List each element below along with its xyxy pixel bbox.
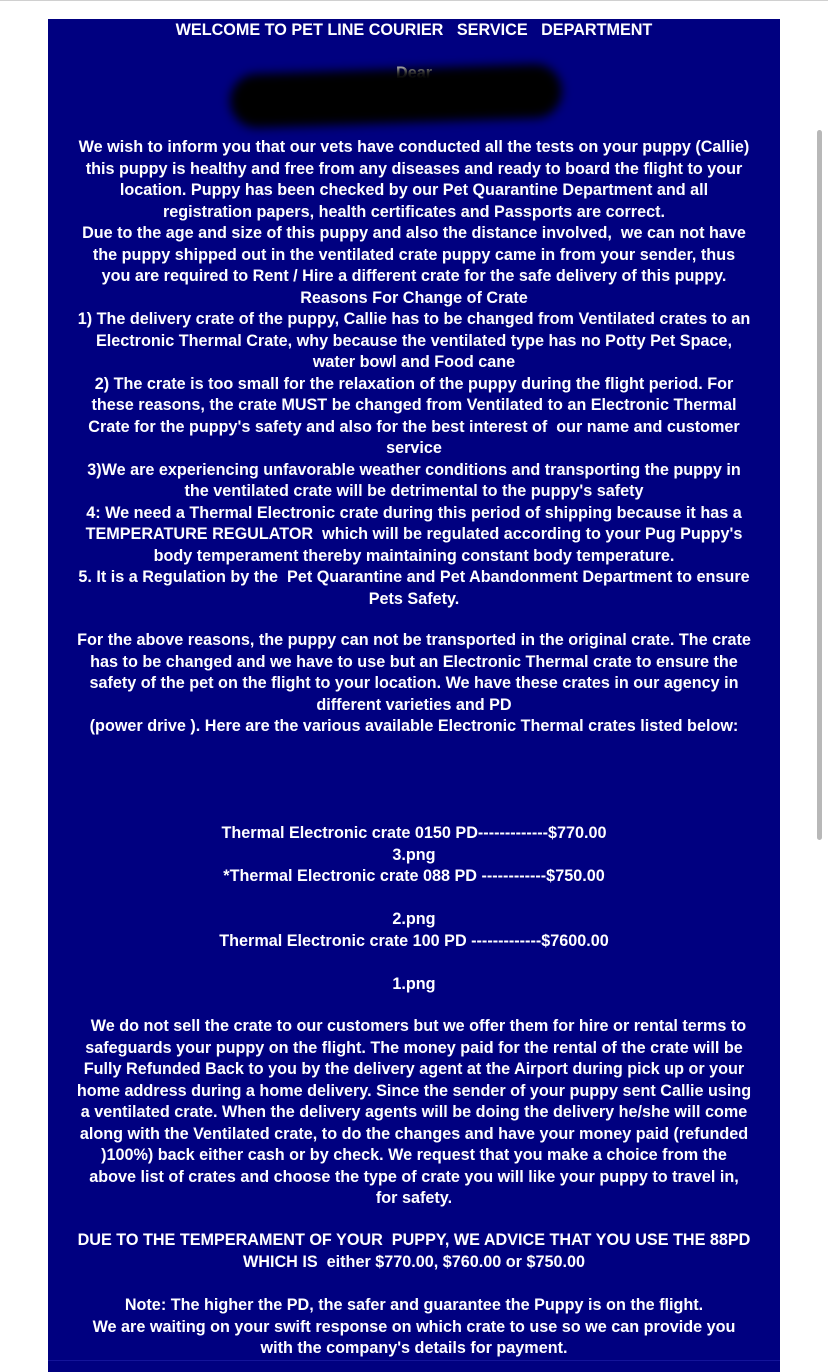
reason-line: body temperament thereby maintaining constant body temperature. xyxy=(153,546,675,565)
crate-option: *Thermal Electronic crate 088 PD ------------$750.00 xyxy=(223,867,605,885)
reason-line: 5. It is a Regulation by the Pet Quarantine and Pet Abandonment Department to ensure xyxy=(78,568,750,586)
email-title: WELCOME TO PET LINE COURIER SERVICE DEPARTMENT xyxy=(175,21,653,39)
reason-line: Pets Safety. xyxy=(368,589,460,608)
refund-paragraph xyxy=(48,1016,780,1210)
intro-line: location. Puppy has been checked by our Pet Quarantine Department and all xyxy=(119,181,709,199)
paragraph-line: a ventilated crate. When the delivery agents will be doing the delivery he/she will come xyxy=(80,1103,748,1121)
note-block xyxy=(48,1295,780,1360)
reason-line: TEMPERATURE REGULATOR which will be regulated according to your Pug Puppy's xyxy=(85,525,743,543)
paragraph-line: for safety. xyxy=(375,1189,453,1207)
reason-line: 4: We need a Thermal Electronic crate during this period of shipping because it has a xyxy=(86,503,742,522)
reasons-heading: Reasons For Change of Crate xyxy=(300,288,528,307)
paragraph-line: (power drive ). Here are the various available Electronic Thermal crates listed below: xyxy=(89,717,739,735)
reason-line: water bowl and Food cane xyxy=(312,353,516,371)
advice-line: DUE TO THE TEMPERAMENT OF YOUR PUPPY, WE ADVICE THAT YOU USE THE 88PD xyxy=(77,1231,751,1249)
paragraph-line: We do not sell the crate to our customers but we offer them for hire or rental terms to xyxy=(81,1017,747,1035)
intro-line: Due to the age and size of this puppy and also the distance involved, we can not have xyxy=(82,224,746,242)
paragraph-line: )100%) back either cash or by check. We request that you make a choice from the xyxy=(101,1146,727,1164)
scrollbar[interactable] xyxy=(817,130,822,840)
intro-line: the puppy shipped out in the ventilated crate puppy came in from your sender, thus xyxy=(92,245,736,264)
redaction-mark xyxy=(229,63,563,129)
image-placeholder: 2.png xyxy=(392,910,436,928)
crate-option: Thermal Electronic crate 100 PD -------------$7600.00 xyxy=(219,931,609,950)
email-body xyxy=(48,19,780,1372)
note-line: Note: The higher the PD, the safer and guarantee the Puppy is on the flight. xyxy=(124,1296,704,1314)
bottom-divider xyxy=(48,1360,780,1361)
top-divider xyxy=(0,0,828,1)
reason-line: 2) The crate is too small for the relaxation of the puppy during the flight period. For xyxy=(94,374,734,393)
intro-paragraph xyxy=(48,137,780,610)
blank-line xyxy=(48,952,780,974)
crate-price-list xyxy=(48,823,780,995)
crate-option: Thermal Electronic crate 0150 PD-------------$770.00 xyxy=(221,824,607,842)
reason-line: 3)We are experiencing unfavorable weather conditions and transporting the puppy in xyxy=(87,460,741,479)
intro-line: you are required to Rent / Hire a different crate for the safe delivery of this puppy. xyxy=(101,267,727,285)
image-placeholder: 3.png xyxy=(392,845,436,864)
reason-line: 1) The delivery crate of the puppy, Callie has to be changed from Ventilated crates to an xyxy=(77,310,751,328)
paragraph-line: Fully Refunded Back to you by the delivery agent at the Airport during pick up or your xyxy=(83,1060,745,1078)
note-line: with the company's details for payment. xyxy=(260,1339,568,1357)
reasons-paragraph xyxy=(48,630,780,738)
paragraph-line: safety of the pet on the flight to your location. We have these crates in our agency in xyxy=(89,674,739,692)
paragraph-line: home address during a home delivery. Since the sender of your puppy sent Callie using xyxy=(76,1081,752,1100)
note-line: We are waiting on your swift response on which crate to use so we can provide you xyxy=(92,1317,736,1336)
advice-block xyxy=(48,1230,780,1273)
intro-line: registration papers, health certificates and Passports are correct. xyxy=(162,202,665,221)
email-title-block xyxy=(48,20,780,42)
reason-line: the ventilated crate will be detrimental to the puppy's safety xyxy=(184,482,644,500)
blank-line xyxy=(48,888,780,910)
paragraph-line: safeguards your puppy on the flight. The money paid for the rental of the crate will be xyxy=(85,1038,743,1057)
reason-line: Electronic Thermal Crate, why because the ventilated type has no Potty Pet Space, xyxy=(95,331,732,350)
intro-line: We wish to inform you that our vets have conducted all the tests on your puppy (Callie) xyxy=(78,138,750,156)
paragraph-line: along with the Ventilated crate, to do the changes and have your money paid (refunded xyxy=(79,1124,749,1143)
image-placeholder: 1.png xyxy=(392,974,436,993)
reason-line: service xyxy=(386,439,442,457)
reason-line: these reasons, the crate MUST be changed from Ventilated to an Electronic Thermal xyxy=(91,396,737,414)
paragraph-line: above list of crates and choose the type of crate you will like your puppy to travel in, xyxy=(89,1167,739,1186)
intro-line: this puppy is healthy and free from any diseases and ready to board the flight to your xyxy=(85,159,743,178)
advice-line: WHICH IS either $770.00, $760.00 or $750.00 xyxy=(243,1252,585,1271)
paragraph-line: different varieties and PD xyxy=(316,695,512,714)
reason-line: Crate for the puppy's safety and also for the best interest of our name and customer xyxy=(88,417,740,436)
paragraph-line: has to be changed and we have to use but an Electronic Thermal crate to ensure the xyxy=(90,652,738,671)
paragraph-line: For the above reasons, the puppy can not be transported in the original crate. The crate xyxy=(77,631,751,649)
